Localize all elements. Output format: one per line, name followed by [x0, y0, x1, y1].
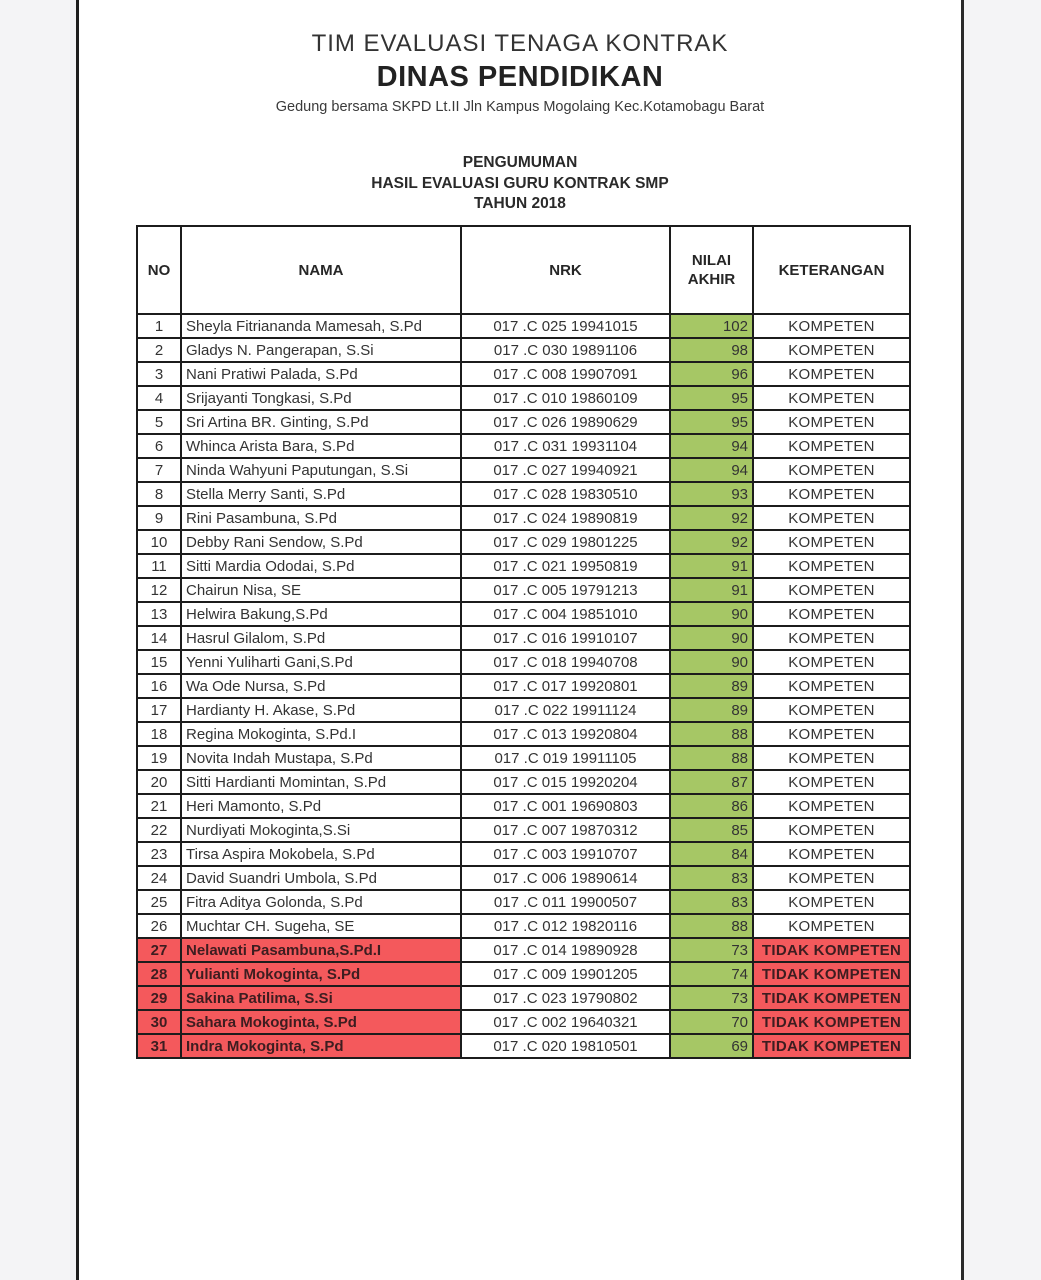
table-row: [137, 314, 910, 338]
announcement-year: TAHUN 2018: [474, 195, 566, 212]
results-table: [136, 225, 911, 1059]
row-number-cell: 9: [137, 506, 181, 530]
row-number-cell: 8: [137, 482, 181, 506]
status-cell: KOMPETEN: [753, 890, 910, 914]
header-no: NO: [137, 226, 181, 314]
name-cell: Rini Pasambuna, S.Pd: [181, 506, 461, 530]
nrk-cell: 017 .C 010 19860109: [461, 386, 670, 410]
row-number-cell: 18: [137, 722, 181, 746]
table-row: [137, 722, 910, 746]
status-cell: KOMPETEN: [753, 914, 910, 938]
row-number-cell: 14: [137, 626, 181, 650]
status-cell: KOMPETEN: [753, 698, 910, 722]
name-cell: Yulianti Mokoginta, S.Pd: [181, 962, 461, 986]
nrk-cell: 017 .C 014 19890928: [461, 938, 670, 962]
nrk-cell: 017 .C 008 19907091: [461, 362, 670, 386]
table-row: [137, 1010, 910, 1034]
score-cell: 84: [670, 842, 753, 866]
row-number-cell: 11: [137, 554, 181, 578]
name-cell: Regina Mokoginta, S.Pd.I: [181, 722, 461, 746]
score-cell: 86: [670, 794, 753, 818]
score-cell: 85: [670, 818, 753, 842]
name-cell: Nani Pratiwi Palada, S.Pd: [181, 362, 461, 386]
score-cell: 92: [670, 530, 753, 554]
row-number-cell: 3: [137, 362, 181, 386]
status-cell: KOMPETEN: [753, 674, 910, 698]
row-number-cell: 26: [137, 914, 181, 938]
score-cell: 73: [670, 986, 753, 1010]
announcement-block: [79, 153, 961, 215]
score-cell: 90: [670, 650, 753, 674]
org-address: Gedung bersama SKPD Lt.II Jln Kampus Mogolaing Kec.Kotamobagu Barat: [275, 99, 765, 115]
table-row: [137, 602, 910, 626]
row-number-cell: 15: [137, 650, 181, 674]
table-row: [137, 506, 910, 530]
row-number-cell: 16: [137, 674, 181, 698]
table-row: [137, 698, 910, 722]
header-nrk: NRK: [461, 226, 670, 314]
nrk-cell: 017 .C 006 19890614: [461, 866, 670, 890]
nrk-cell: 017 .C 024 19890819: [461, 506, 670, 530]
table-row: [137, 530, 910, 554]
nrk-cell: 017 .C 002 19640321: [461, 1010, 670, 1034]
score-cell: 70: [670, 1010, 753, 1034]
row-number-cell: 23: [137, 842, 181, 866]
score-cell: 94: [670, 458, 753, 482]
nrk-cell: 017 .C 018 19940708: [461, 650, 670, 674]
table-row: [137, 434, 910, 458]
status-cell: TIDAK KOMPETEN: [753, 1034, 910, 1058]
status-cell: KOMPETEN: [753, 434, 910, 458]
table-row: [137, 626, 910, 650]
status-cell: KOMPETEN: [753, 650, 910, 674]
score-cell: 102: [670, 314, 753, 338]
announcement-subject: HASIL EVALUASI GURU KONTRAK SMP: [371, 174, 669, 192]
table-row: [137, 746, 910, 770]
nrk-cell: 017 .C 017 19920801: [461, 674, 670, 698]
score-cell: 92: [670, 506, 753, 530]
table-row: [137, 914, 910, 938]
score-cell: 73: [670, 938, 753, 962]
name-cell: Sahara Mokoginta, S.Pd: [181, 1010, 461, 1034]
status-cell: KOMPETEN: [753, 410, 910, 434]
row-number-cell: 27: [137, 938, 181, 962]
nrk-cell: 017 .C 019 19911105: [461, 746, 670, 770]
name-cell: Helwira Bakung,S.Pd: [181, 602, 461, 626]
name-cell: Srijayanti Tongkasi, S.Pd: [181, 386, 461, 410]
table-row: [137, 986, 910, 1010]
nrk-cell: 017 .C 001 19690803: [461, 794, 670, 818]
table-row: [137, 362, 910, 386]
name-cell: David Suandri Umbola, S.Pd: [181, 866, 461, 890]
score-cell: 94: [670, 434, 753, 458]
score-cell: 88: [670, 746, 753, 770]
nrk-cell: 017 .C 012 19820116: [461, 914, 670, 938]
table-row: [137, 794, 910, 818]
row-number-cell: 6: [137, 434, 181, 458]
name-cell: Muchtar CH. Sugeha, SE: [181, 914, 461, 938]
nrk-cell: 017 .C 022 19911124: [461, 698, 670, 722]
table-row: [137, 338, 910, 362]
name-cell: Sitti Mardia Ododai, S.Pd: [181, 554, 461, 578]
name-cell: Stella Merry Santi, S.Pd: [181, 482, 461, 506]
row-number-cell: 31: [137, 1034, 181, 1058]
name-cell: Heri Mamonto, S.Pd: [181, 794, 461, 818]
score-cell: 91: [670, 554, 753, 578]
status-cell: KOMPETEN: [753, 530, 910, 554]
name-cell: Tirsa Aspira Mokobela, S.Pd: [181, 842, 461, 866]
status-cell: KOMPETEN: [753, 794, 910, 818]
status-cell: KOMPETEN: [753, 506, 910, 530]
name-cell: Gladys N. Pangerapan, S.Si: [181, 338, 461, 362]
name-cell: Novita Indah Mustapa, S.Pd: [181, 746, 461, 770]
status-cell: KOMPETEN: [753, 314, 910, 338]
scanned-page: [76, 0, 964, 1280]
header-nilai-akhir: NILAI AKHIR: [670, 226, 753, 314]
score-cell: 91: [670, 578, 753, 602]
nrk-cell: 017 .C 031 19931104: [461, 434, 670, 458]
table-row: [137, 578, 910, 602]
status-cell: KOMPETEN: [753, 578, 910, 602]
table-row: [137, 770, 910, 794]
score-cell: 95: [670, 386, 753, 410]
name-cell: Hasrul Gilalom, S.Pd: [181, 626, 461, 650]
score-cell: 83: [670, 866, 753, 890]
name-cell: Nelawati Pasambuna,S.Pd.I: [181, 938, 461, 962]
status-cell: KOMPETEN: [753, 362, 910, 386]
score-cell: 87: [670, 770, 753, 794]
announcement-title: PENGUMUMAN: [462, 154, 578, 171]
nrk-cell: 017 .C 027 19940921: [461, 458, 670, 482]
score-cell: 90: [670, 626, 753, 650]
nrk-cell: 017 .C 016 19910107: [461, 626, 670, 650]
name-cell: Sheyla Fitriananda Mamesah, S.Pd: [181, 314, 461, 338]
nrk-cell: 017 .C 011 19900507: [461, 890, 670, 914]
status-cell: KOMPETEN: [753, 458, 910, 482]
nrk-cell: 017 .C 030 19891106: [461, 338, 670, 362]
status-cell: KOMPETEN: [753, 602, 910, 626]
header-nama: NAMA: [181, 226, 461, 314]
nrk-cell: 017 .C 015 19920204: [461, 770, 670, 794]
status-cell: TIDAK KOMPETEN: [753, 938, 910, 962]
score-cell: 88: [670, 722, 753, 746]
nrk-cell: 017 .C 003 19910707: [461, 842, 670, 866]
status-cell: TIDAK KOMPETEN: [753, 1010, 910, 1034]
nrk-cell: 017 .C 007 19870312: [461, 818, 670, 842]
row-number-cell: 25: [137, 890, 181, 914]
document-header: [79, 30, 961, 215]
row-number-cell: 19: [137, 746, 181, 770]
row-number-cell: 4: [137, 386, 181, 410]
nrk-cell: 017 .C 029 19801225: [461, 530, 670, 554]
nrk-cell: 017 .C 028 19830510: [461, 482, 670, 506]
org-team-title: TIM EVALUASI TENAGA KONTRAK: [311, 30, 729, 57]
nrk-cell: 017 .C 004 19851010: [461, 602, 670, 626]
name-cell: Wa Ode Nursa, S.Pd: [181, 674, 461, 698]
score-cell: 89: [670, 698, 753, 722]
score-cell: 95: [670, 410, 753, 434]
score-cell: 90: [670, 602, 753, 626]
status-cell: KOMPETEN: [753, 818, 910, 842]
nrk-cell: 017 .C 026 19890629: [461, 410, 670, 434]
org-name-title: DINAS PENDIDIKAN: [376, 61, 664, 93]
name-cell: Yenni Yuliharti Gani,S.Pd: [181, 650, 461, 674]
score-cell: 96: [670, 362, 753, 386]
status-cell: KOMPETEN: [753, 338, 910, 362]
status-cell: KOMPETEN: [753, 554, 910, 578]
name-cell: Debby Rani Sendow, S.Pd: [181, 530, 461, 554]
row-number-cell: 1: [137, 314, 181, 338]
nrk-cell: 017 .C 021 19950819: [461, 554, 670, 578]
table-row: [137, 482, 910, 506]
name-cell: Sitti Hardianti Momintan, S.Pd: [181, 770, 461, 794]
table-row: [137, 890, 910, 914]
nrk-cell: 017 .C 005 19791213: [461, 578, 670, 602]
table-row: [137, 842, 910, 866]
name-cell: Sri Artina BR. Ginting, S.Pd: [181, 410, 461, 434]
status-cell: TIDAK KOMPETEN: [753, 962, 910, 986]
name-cell: Fitra Aditya Golonda, S.Pd: [181, 890, 461, 914]
table-row: [137, 410, 910, 434]
table-row: [137, 674, 910, 698]
row-number-cell: 5: [137, 410, 181, 434]
row-number-cell: 10: [137, 530, 181, 554]
nrk-cell: 017 .C 025 19941015: [461, 314, 670, 338]
score-cell: 89: [670, 674, 753, 698]
score-cell: 93: [670, 482, 753, 506]
score-cell: 98: [670, 338, 753, 362]
score-cell: 74: [670, 962, 753, 986]
nrk-cell: 017 .C 020 19810501: [461, 1034, 670, 1058]
row-number-cell: 28: [137, 962, 181, 986]
row-number-cell: 20: [137, 770, 181, 794]
status-cell: TIDAK KOMPETEN: [753, 986, 910, 1010]
nrk-cell: 017 .C 009 19901205: [461, 962, 670, 986]
status-cell: KOMPETEN: [753, 482, 910, 506]
row-number-cell: 12: [137, 578, 181, 602]
score-cell: 83: [670, 890, 753, 914]
table-row: [137, 386, 910, 410]
table-row: [137, 866, 910, 890]
table-row: [137, 962, 910, 986]
row-number-cell: 22: [137, 818, 181, 842]
row-number-cell: 21: [137, 794, 181, 818]
header-keterangan: KETERANGAN: [753, 226, 910, 314]
name-cell: Hardianty H. Akase, S.Pd: [181, 698, 461, 722]
name-cell: Chairun Nisa, SE: [181, 578, 461, 602]
status-cell: KOMPETEN: [753, 770, 910, 794]
row-number-cell: 29: [137, 986, 181, 1010]
name-cell: Ninda Wahyuni Paputungan, S.Si: [181, 458, 461, 482]
score-cell: 88: [670, 914, 753, 938]
table-row: [137, 554, 910, 578]
status-cell: KOMPETEN: [753, 842, 910, 866]
status-cell: KOMPETEN: [753, 866, 910, 890]
status-cell: KOMPETEN: [753, 722, 910, 746]
status-cell: KOMPETEN: [753, 626, 910, 650]
table-row: [137, 818, 910, 842]
row-number-cell: 17: [137, 698, 181, 722]
status-cell: KOMPETEN: [753, 746, 910, 770]
nrk-cell: 017 .C 013 19920804: [461, 722, 670, 746]
table-row: [137, 938, 910, 962]
nrk-cell: 017 .C 023 19790802: [461, 986, 670, 1010]
name-cell: Indra Mokoginta, S.Pd: [181, 1034, 461, 1058]
name-cell: Sakina Patilima, S.Si: [181, 986, 461, 1010]
name-cell: Nurdiyati Mokoginta,S.Si: [181, 818, 461, 842]
table-row: [137, 1034, 910, 1058]
table-row: [137, 458, 910, 482]
name-cell: Whinca Arista Bara, S.Pd: [181, 434, 461, 458]
table-row: [137, 650, 910, 674]
row-number-cell: 30: [137, 1010, 181, 1034]
table-header-row: [137, 226, 910, 314]
row-number-cell: 2: [137, 338, 181, 362]
row-number-cell: 13: [137, 602, 181, 626]
score-cell: 69: [670, 1034, 753, 1058]
row-number-cell: 24: [137, 866, 181, 890]
status-cell: KOMPETEN: [753, 386, 910, 410]
row-number-cell: 7: [137, 458, 181, 482]
